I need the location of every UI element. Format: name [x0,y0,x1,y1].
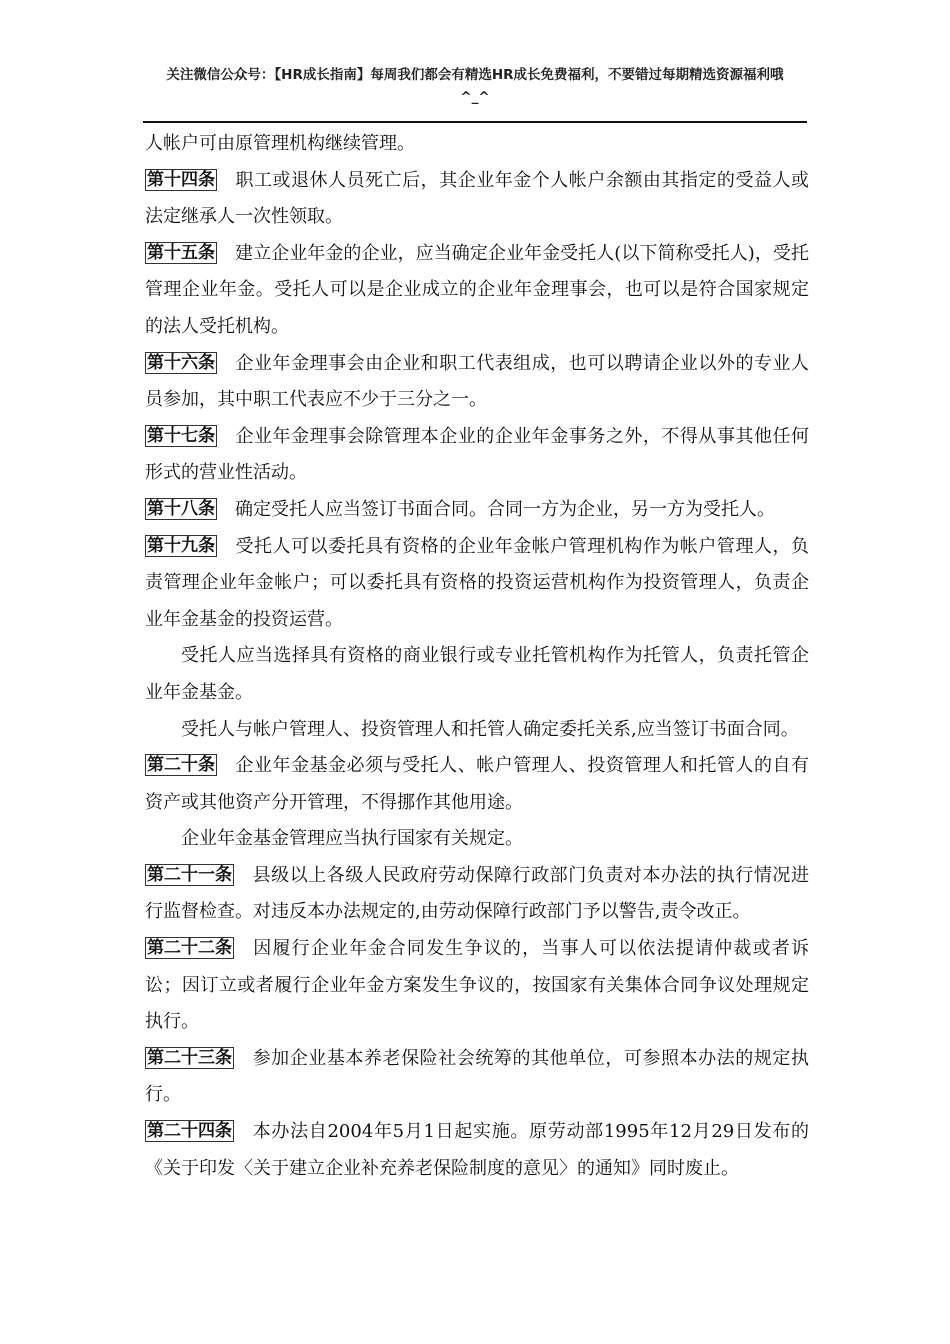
article-17 [145,419,809,492]
article-text: 企业年金理事会由企业和职工代表组成，也可以聘请企业以外的专业人员参加，其中职工代表应不少于三分之一。 [145,352,809,411]
article-text: 企业年金基金必须与受托人、帐户管理人、投资管理人和托管人的自有资产或其他资产分开管理，不得挪作其他用途。 [145,755,809,813]
article-text: 受托人可以委托具有资格的企业年金帐户管理机构作为帐户管理人，负责管理企业年金帐户；可以委托具有资格的投资运营机构作为投资管理人，负责企业年金基金的投资运营。 [145,535,809,630]
article-20 [145,748,809,821]
article-24 [145,1114,809,1187]
paragraph-text: 受托人与帐户管理人、投资管理人和托管人确定委托关系,应当签订书面合同。 [181,718,799,740]
article-text: 参加企业基本养老保险社会统筹的其他单位，可参照本办法的规定执行。 [145,1047,809,1106]
article-label: 第十四条 [147,169,215,190]
header-emoticon: ^_^ [460,89,490,105]
paragraph-text: 人帐户可由原管理机构继续管理。 [145,133,415,154]
article-22 [145,931,809,1041]
article-text: 企业年金理事会除管理本企业的企业年金事务之外，不得从事其他任何形式的营业性活动。 [145,425,809,484]
article-text: 确定受托人应当签订书面合同。合同一方为企业，另一方为受托人。 [235,498,775,520]
article-20-clause-2 [145,821,809,858]
article-14 [145,163,809,236]
article-label: 第十七条 [147,425,215,446]
page-header [140,64,810,108]
article-text: 县级以上各级人民政府劳动保障行政部门负责对本办法的执行情况进行监督检查。对违反本办法规定的,由劳动保障行政部门予以警告,责令改正。 [145,864,809,923]
article-text: 本办法自2004年5月1日起实施。原劳动部1995年12月29日发布的《关于印发〈关于建立企业补充养老保险制度的意见〉的通知》同时废止。 [145,1121,809,1179]
article-label: 第二十四条 [147,1121,232,1142]
document-body [145,126,809,1187]
article-15 [145,236,809,346]
paragraph-text: 企业年金基金管理应当执行国家有关规定。 [181,828,523,850]
article-label: 第十八条 [147,498,215,519]
paragraph-text: 受托人应当选择具有资格的商业银行或专业托管机构作为托管人，负责托管企业年金基金。 [145,645,809,703]
continuation-paragraph [145,126,809,163]
article-text: 职工或退休人员死亡后，其企业年金个人帐户余额由其指定的受益人或法定继承人一次性领取。 [145,169,809,228]
article-label: 第二十一条 [147,864,232,885]
header-divider [143,121,807,123]
article-label: 第十九条 [147,535,215,556]
article-19-clause-2 [145,638,809,711]
article-23 [145,1041,809,1114]
article-19 [145,529,809,639]
article-16 [145,346,809,419]
article-21 [145,858,809,931]
article-text: 建立企业年金的企业，应当确定企业年金受托人(以下简称受托人)，受托管理企业年金。受托人可以是企业成立的企业年金理事会，也可以是符合国家规定的法人受托机构。 [145,242,809,337]
article-text: 因履行企业年金合同发生争议的，当事人可以依法提请仲裁或者诉讼；因订立或者履行企业年金方案发生争议的，按国家有关集体合同争议处理规定执行。 [145,938,809,1033]
article-19-clause-3 [145,712,809,749]
article-18 [145,492,809,529]
article-label: 第二十条 [147,755,215,776]
header-promo-text: 关注微信公众号：【HR成长指南】每周我们都会有精选HR成长免费福利，不要错过每期精选资源福利哦 [166,67,784,83]
article-label: 第十六条 [147,352,215,373]
article-label: 第二十三条 [147,1047,232,1068]
article-label: 第二十二条 [147,938,232,959]
article-label: 第十五条 [147,242,215,263]
